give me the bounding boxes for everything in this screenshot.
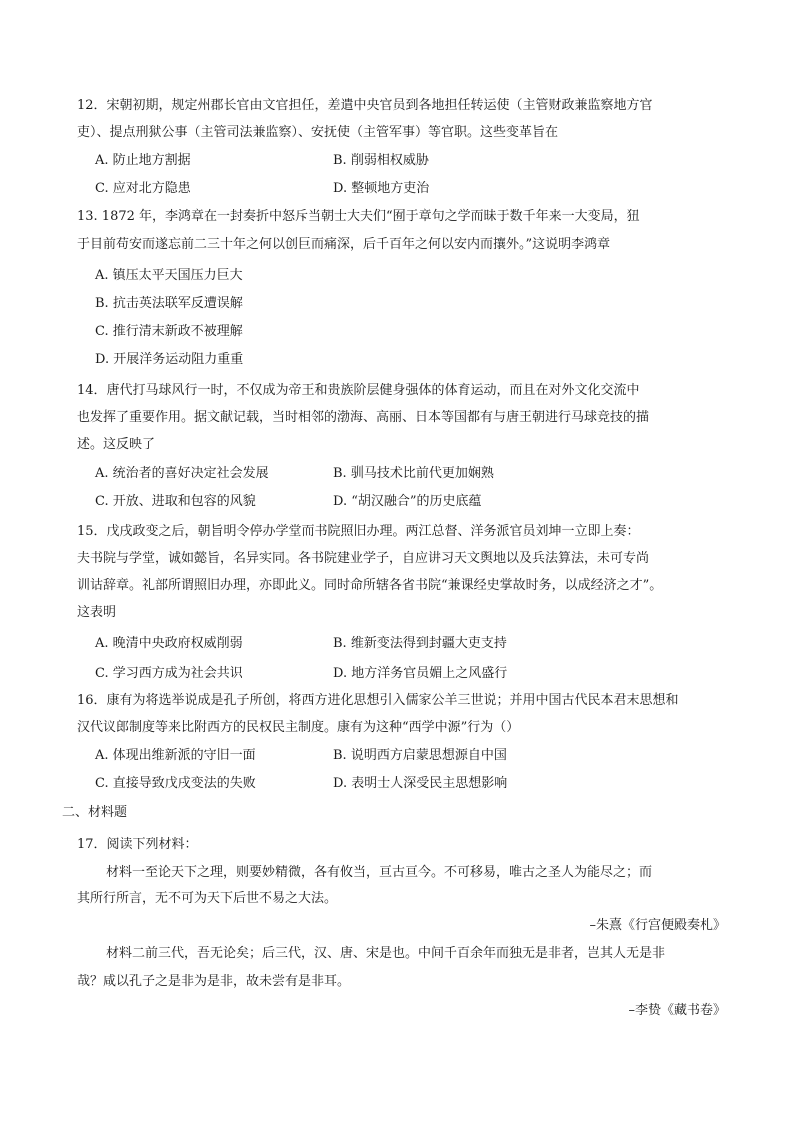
q15-stem-line-3: 训诂辞章。礼部所谓照旧办理，亦即此义。同时命所辖各省书院“兼课经史掌故时务，以成经济之才”。 (77, 578, 663, 593)
section-heading: 二、材料题 (62, 805, 128, 820)
material-2-line-2: 哉？咸以孔子之是非为是非，故未尝有是非耳。 (77, 974, 351, 989)
q13-stem-line-2: 于目前苟安而遂忘前二三十年之何以创巨而痛深，后千百年之何以安内而攘外。”这说明李鸿章 (77, 237, 611, 252)
q16-option-d: D. 表明士人深受民主思想影响 (333, 776, 508, 791)
q13-stem-line-1: 13. 1872 年，李鸿章在一封奏折中怒斥当朝士大夫们“囿于章句之学而昧于数千年来一大变局，狃 (77, 209, 640, 224)
q12-option-d: D. 整顿地方吏治 (333, 181, 430, 196)
q13-option-b: B. 抗击英法联军反遭误解 (95, 296, 243, 311)
q14-stem-line-3: 述。这反映了 (77, 437, 156, 452)
q16-stem-line-1: 16．康有为将选举说成是孔子所创，将西方进化思想引入儒家公羊三世说；并用中国古代民本君末思想和 (77, 693, 679, 708)
material-1-source: –朱熹《行宫便殿奏札》 (589, 918, 726, 933)
material-1-line-1: 材料一至论天下之理，则要妙精微，各有攸当，亘古亘今。不可移易，唯古之圣人为能尽之；而 (106, 865, 653, 880)
q15-stem-line-2: 夫书院与学堂，诚如懿旨，名异实同。各书院建业学子，自应讲习天文舆地以及兵法算法，未可专尚 (77, 551, 650, 566)
q16-stem-line-2: 汉代议郎制度等来比附西方的民权民主制度。康有为这种“西学中源”行为（） (77, 720, 520, 735)
q15-option-b: B. 维新变法得到封疆大吏支持 (333, 636, 507, 651)
q12-option-b: B. 削弱相权威胁 (333, 153, 429, 168)
q15-stem-line-4: 这表明 (77, 605, 117, 620)
q12-option-a: A. 防止地方割据 (95, 153, 191, 168)
q12-stem-line-2: 吏）、提点刑狱公事（主管司法兼监察）、安抚使（主管军事）等官职。这些变革旨在 (77, 125, 559, 140)
q16-option-b: B. 说明西方启蒙思想源自中国 (333, 748, 507, 763)
q13-option-a: A. 镇压太平天国压力巨大 (95, 268, 243, 283)
q14-option-b: B. 驯马技术比前代更加娴熟 (333, 466, 494, 481)
material-2-source: –李贽《藏书卷》 (628, 1003, 726, 1018)
q14-option-d: D. “胡汉融合”的历史底蕴 (333, 494, 482, 509)
q14-stem-line-1: 14．唐代打马球风行一时，不仅成为帝王和贵族阶层健身强体的体育运动，而且在对外文化交流中 (77, 383, 640, 398)
q13-option-c: C. 推行清末新政不被理解 (95, 324, 243, 339)
material-1-line-2: 其所行所言，无不可为天下后世不易之大法。 (77, 891, 338, 906)
q16-option-c: C. 直接导致戊戌变法的失败 (95, 776, 256, 791)
q15-option-c: C. 学习西方成为社会共识 (95, 666, 243, 681)
q15-option-d: D. 地方洋务官员媚上之风盛行 (333, 666, 508, 681)
q12-option-c: C. 应对北方隐患 (95, 181, 191, 196)
q14-stem-line-2: 也发挥了重要作用。据文献记载，当时相邻的渤海、高丽、日本等国都有与唐王朝进行马球竞技的描 (77, 410, 650, 425)
q16-option-a: A. 体现出维新派的守旧一面 (95, 748, 256, 763)
q15-stem-line-1: 15．戊戌政变之后，朝旨明令停办学堂而书院照旧办理。两江总督、洋务派官员刘坤一立即上奏： (77, 524, 640, 539)
material-2-line-1: 材料二前三代，吾无论矣；后三代，汉、唐、宋是也。中间千百余年而独无是非者，岂其人无是非 (106, 946, 666, 961)
q12-stem-line-1: 12．宋朝初期，规定州郡长官由文官担任，差遣中央官员到各地担任转运使（主管财政兼监察地方官 (77, 98, 653, 113)
q17-intro: 17．阅读下列材料： (77, 837, 198, 852)
q13-option-d: D. 开展洋务运动阻力重重 (95, 352, 244, 367)
q14-option-a: A. 统治者的喜好决定社会发展 (95, 466, 269, 481)
q15-option-a: A. 晚清中央政府权威削弱 (95, 636, 243, 651)
q14-option-c: C. 开放、进取和包容的风貌 (95, 494, 256, 509)
